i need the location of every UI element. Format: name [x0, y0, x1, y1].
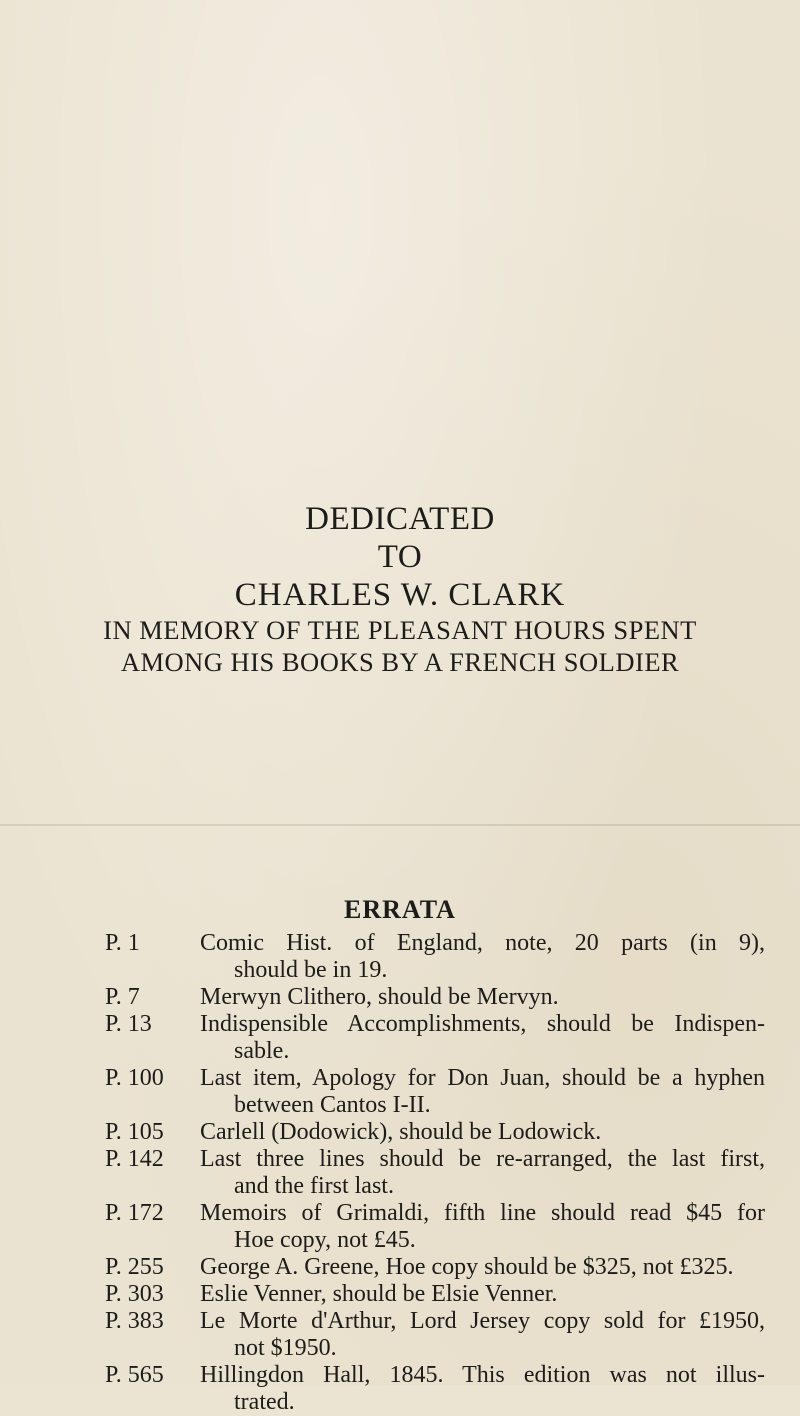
- errata-text-line: George A. Greene, Hoe copy should be $325, not £325.: [200, 1254, 734, 1280]
- errata-text-line: Last item, Apology for Don Juan, should be a hyphen: [200, 1065, 765, 1091]
- errata-entry: [0, 1308, 800, 1362]
- errata-text-line: Hoe copy, not £45.: [234, 1227, 416, 1253]
- errata-page-ref: P. 105: [105, 1119, 164, 1145]
- errata-text-line: Le Morte d'Arthur, Lord Jersey copy sold for £1950,: [200, 1308, 765, 1334]
- errata-text: [200, 1308, 765, 1362]
- errata-text-line: Last three lines should be re-arranged, the last first,: [200, 1146, 765, 1172]
- errata-page-ref: P. 255: [105, 1254, 164, 1280]
- errata-text-line: Carlell (Dodowick), should be Lodowick.: [200, 1119, 602, 1145]
- errata-page-ref: P. 565: [105, 1362, 164, 1388]
- dedication-block: [0, 500, 800, 678]
- errata-page-ref: P. 303: [105, 1281, 164, 1307]
- errata-entry: [0, 1146, 800, 1200]
- errata-entry: [0, 1362, 800, 1416]
- errata-title: ERRATA: [344, 895, 456, 924]
- errata-text-line: Hillingdon Hall, 1845. This edition was not illus-: [200, 1362, 765, 1388]
- errata-page-ref: P. 100: [105, 1065, 164, 1091]
- errata-text-line: should be in 19.: [234, 957, 388, 983]
- dedication-line-3: CHARLES W. CLARK: [234, 577, 566, 613]
- errata-text: [200, 1146, 765, 1200]
- errata-text-line: between Cantos I-II.: [234, 1092, 431, 1118]
- errata-entry: [0, 1281, 800, 1308]
- errata-page-ref: P. 1: [105, 930, 140, 956]
- errata-entry: [0, 1011, 800, 1065]
- errata-page-ref: P. 172: [105, 1200, 164, 1226]
- errata-text-line: Indispensible Accomplishments, should be Indispen-: [200, 1011, 765, 1037]
- errata-text: [200, 1065, 765, 1119]
- errata-entry: [0, 930, 800, 984]
- errata-page-ref: P. 142: [105, 1146, 164, 1172]
- errata-entry: [0, 1065, 800, 1119]
- dedication-line-5: AMONG HIS BOOKS BY A FRENCH SOLDIER: [120, 647, 680, 677]
- errata-text: [200, 930, 765, 984]
- errata-entry: [0, 1254, 800, 1281]
- errata-text-line: Comic Hist. of England, note, 20 parts (in 9),: [200, 930, 765, 956]
- errata-text-line: Memoirs of Grimaldi, fifth line should read $45 for: [200, 1200, 765, 1226]
- errata-text: [200, 1254, 765, 1281]
- errata-entry: [0, 1119, 800, 1146]
- errata-page-ref: P. 13: [105, 1011, 152, 1037]
- errata-entry: [0, 1200, 800, 1254]
- dedication-line-1: DEDICATED: [305, 501, 495, 537]
- errata-text-line: and the first last.: [234, 1173, 394, 1199]
- errata-page-ref: P. 7: [105, 984, 140, 1010]
- errata-text-line: Eslie Venner, should be Elsie Venner.: [200, 1281, 558, 1307]
- errata-text: [200, 1281, 765, 1308]
- errata-text: [200, 1200, 765, 1254]
- errata-text: [200, 1011, 765, 1065]
- errata-text: [200, 984, 765, 1011]
- errata-text-line: not $1950.: [234, 1335, 337, 1361]
- errata-text-line: Merwyn Clithero, should be Mervyn.: [200, 984, 559, 1010]
- dedication-line-2: TO: [377, 539, 423, 575]
- errata-text: [200, 1119, 765, 1146]
- page-fold-line: [0, 824, 800, 826]
- errata-list: [0, 930, 800, 1416]
- dedication-line-4: IN MEMORY OF THE PLEASANT HOURS SPENT: [103, 615, 697, 645]
- errata-page-ref: P. 383: [105, 1308, 164, 1334]
- errata-text: [200, 1362, 765, 1416]
- errata-text-line: trated.: [234, 1389, 295, 1415]
- errata-entry: [0, 984, 800, 1011]
- errata-text-line: sable.: [234, 1038, 290, 1064]
